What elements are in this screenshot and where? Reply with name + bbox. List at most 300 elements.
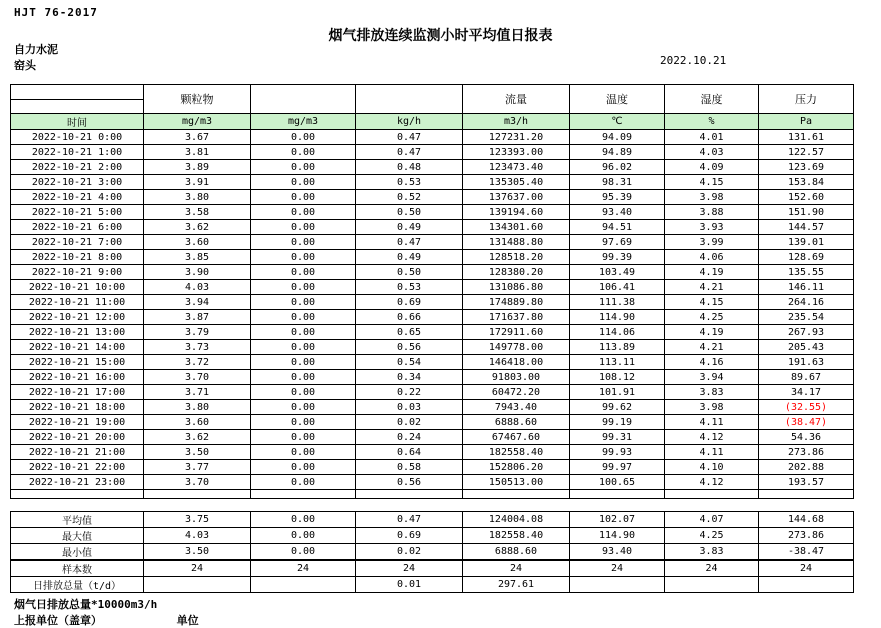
value-cell: 3.50 bbox=[144, 445, 251, 460]
value-cell: 3.77 bbox=[144, 460, 251, 475]
value-cell: 137637.00 bbox=[463, 190, 570, 205]
value-cell: 3.70 bbox=[144, 475, 251, 490]
value-cell: 113.89 bbox=[570, 340, 665, 355]
time-cell: 2022-10-21 9:00 bbox=[11, 265, 144, 280]
value-cell: 0.47 bbox=[356, 145, 463, 160]
value-cell: 0.00 bbox=[251, 340, 356, 355]
summary-value: 182558.40 bbox=[463, 528, 570, 544]
unit-header: mg/m3 bbox=[251, 114, 356, 130]
value-cell: 101.91 bbox=[570, 385, 665, 400]
value-cell: 0.56 bbox=[356, 340, 463, 355]
group-header: 温度 bbox=[570, 85, 665, 114]
summary-value: 102.07 bbox=[570, 512, 665, 528]
value-cell: 3.70 bbox=[144, 370, 251, 385]
value-cell: 103.49 bbox=[570, 265, 665, 280]
value-cell: 0.64 bbox=[356, 445, 463, 460]
value-cell: 191.63 bbox=[759, 355, 854, 370]
value-cell: 3.73 bbox=[144, 340, 251, 355]
spacer-cell bbox=[356, 490, 463, 499]
value-cell: 205.43 bbox=[759, 340, 854, 355]
value-cell: 0.00 bbox=[251, 160, 356, 175]
summary-value: -38.47 bbox=[759, 544, 854, 561]
value-cell: 0.47 bbox=[356, 235, 463, 250]
summary-value: 114.90 bbox=[570, 528, 665, 544]
value-cell: 235.54 bbox=[759, 310, 854, 325]
time-cell: 2022-10-21 14:00 bbox=[11, 340, 144, 355]
value-cell: 3.98 bbox=[665, 190, 759, 205]
value-cell: 0.00 bbox=[251, 355, 356, 370]
value-cell: 128380.20 bbox=[463, 265, 570, 280]
value-cell: 0.00 bbox=[251, 430, 356, 445]
unit-header: ℃ bbox=[570, 114, 665, 130]
summary-value: 4.25 bbox=[665, 528, 759, 544]
time-cell: 2022-10-21 23:00 bbox=[11, 475, 144, 490]
time-cell: 2022-10-21 6:00 bbox=[11, 220, 144, 235]
report-unit-label: 上报单位（盖章） bbox=[14, 614, 102, 627]
value-cell: 0.00 bbox=[251, 475, 356, 490]
value-cell: 0.22 bbox=[356, 385, 463, 400]
value-cell: 0.00 bbox=[251, 205, 356, 220]
value-cell: 95.39 bbox=[570, 190, 665, 205]
group-header-empty bbox=[356, 85, 463, 114]
value-cell: 106.41 bbox=[570, 280, 665, 295]
table-row bbox=[11, 145, 854, 160]
value-cell: 139194.60 bbox=[463, 205, 570, 220]
value-cell: 4.19 bbox=[665, 325, 759, 340]
value-cell: 54.36 bbox=[759, 430, 854, 445]
value-cell: 123393.00 bbox=[463, 145, 570, 160]
value-cell: 0.03 bbox=[356, 400, 463, 415]
summary-value: 6888.60 bbox=[463, 544, 570, 561]
value-cell: 60472.20 bbox=[463, 385, 570, 400]
summary-value: 4.03 bbox=[144, 528, 251, 544]
table-row bbox=[11, 355, 854, 370]
summary-value: 0.01 bbox=[356, 577, 463, 593]
table-row bbox=[11, 280, 854, 295]
value-cell: 3.91 bbox=[144, 175, 251, 190]
summary-value: 0.00 bbox=[251, 512, 356, 528]
flow-total-note: 烟气日排放总量*10000m3/h bbox=[14, 598, 158, 611]
table-row bbox=[11, 430, 854, 445]
value-cell: 174889.80 bbox=[463, 295, 570, 310]
monitor-point-name: 窑头 bbox=[14, 59, 36, 72]
table-row bbox=[11, 160, 854, 175]
value-cell: 149778.00 bbox=[463, 340, 570, 355]
value-cell: 97.69 bbox=[570, 235, 665, 250]
summary-value: 0.69 bbox=[356, 528, 463, 544]
table-row bbox=[11, 415, 854, 430]
value-cell: 0.00 bbox=[251, 415, 356, 430]
value-cell: 0.00 bbox=[251, 175, 356, 190]
table-row bbox=[11, 400, 854, 415]
time-cell: 2022-10-21 11:00 bbox=[11, 295, 144, 310]
summary-value: 0.00 bbox=[251, 544, 356, 561]
value-cell: 128518.20 bbox=[463, 250, 570, 265]
value-cell: 94.89 bbox=[570, 145, 665, 160]
group-header-empty bbox=[251, 85, 356, 114]
unit-header: Pa bbox=[759, 114, 854, 130]
value-cell: 98.31 bbox=[570, 175, 665, 190]
summary-row bbox=[11, 528, 854, 544]
value-cell: 67467.60 bbox=[463, 430, 570, 445]
value-cell: 114.90 bbox=[570, 310, 665, 325]
summary-value: 93.40 bbox=[570, 544, 665, 561]
summary-value: 0.00 bbox=[251, 528, 356, 544]
value-cell: 139.01 bbox=[759, 235, 854, 250]
value-cell: 4.25 bbox=[665, 310, 759, 325]
value-cell: 193.57 bbox=[759, 475, 854, 490]
value-cell: 0.00 bbox=[251, 385, 356, 400]
value-cell: 99.19 bbox=[570, 415, 665, 430]
time-cell: 2022-10-21 16:00 bbox=[11, 370, 144, 385]
time-column-header: 时间 bbox=[11, 114, 144, 130]
value-cell: 131488.80 bbox=[463, 235, 570, 250]
value-cell: 3.94 bbox=[144, 295, 251, 310]
summary-value: 273.86 bbox=[759, 528, 854, 544]
value-cell: (32.55) bbox=[759, 400, 854, 415]
value-cell: 4.21 bbox=[665, 340, 759, 355]
value-cell: 134301.60 bbox=[463, 220, 570, 235]
summary-value: 0.02 bbox=[356, 544, 463, 561]
table-row bbox=[11, 325, 854, 340]
value-cell: 94.09 bbox=[570, 130, 665, 145]
summary-value: 24 bbox=[144, 560, 251, 577]
value-cell: 3.60 bbox=[144, 235, 251, 250]
value-cell: 4.16 bbox=[665, 355, 759, 370]
unit-header: kg/h bbox=[356, 114, 463, 130]
table-row bbox=[11, 385, 854, 400]
table-row bbox=[11, 460, 854, 475]
summary-value: 3.75 bbox=[144, 512, 251, 528]
value-cell: 111.38 bbox=[570, 295, 665, 310]
value-cell: 34.17 bbox=[759, 385, 854, 400]
value-cell: 3.79 bbox=[144, 325, 251, 340]
value-cell: 0.53 bbox=[356, 280, 463, 295]
value-cell: 3.62 bbox=[144, 220, 251, 235]
time-cell: 2022-10-21 18:00 bbox=[11, 400, 144, 415]
value-cell: 172911.60 bbox=[463, 325, 570, 340]
value-cell: 0.50 bbox=[356, 205, 463, 220]
time-cell: 2022-10-21 3:00 bbox=[11, 175, 144, 190]
value-cell: 114.06 bbox=[570, 325, 665, 340]
value-cell: 146418.00 bbox=[463, 355, 570, 370]
summary-value: 24 bbox=[356, 560, 463, 577]
summary-value: 124004.08 bbox=[463, 512, 570, 528]
value-cell: 4.11 bbox=[665, 415, 759, 430]
summary-value: 24 bbox=[463, 560, 570, 577]
value-cell: 4.12 bbox=[665, 430, 759, 445]
value-cell: 3.80 bbox=[144, 400, 251, 415]
value-cell: 99.62 bbox=[570, 400, 665, 415]
time-cell: 2022-10-21 8:00 bbox=[11, 250, 144, 265]
table-row bbox=[11, 295, 854, 310]
value-cell: 151.90 bbox=[759, 205, 854, 220]
value-cell: 3.81 bbox=[144, 145, 251, 160]
value-cell: 4.15 bbox=[665, 175, 759, 190]
value-cell: 100.65 bbox=[570, 475, 665, 490]
value-cell: 0.00 bbox=[251, 370, 356, 385]
value-cell: 4.10 bbox=[665, 460, 759, 475]
value-cell: 267.93 bbox=[759, 325, 854, 340]
value-cell: 0.00 bbox=[251, 250, 356, 265]
value-cell: 123.69 bbox=[759, 160, 854, 175]
value-cell: (38.47) bbox=[759, 415, 854, 430]
time-header-bottom bbox=[11, 99, 144, 114]
summary-label: 最小值 bbox=[11, 544, 144, 561]
value-cell: 3.89 bbox=[144, 160, 251, 175]
value-cell: 152.60 bbox=[759, 190, 854, 205]
unit-header: m3/h bbox=[463, 114, 570, 130]
table-row bbox=[11, 250, 854, 265]
table-row bbox=[11, 445, 854, 460]
value-cell: 0.00 bbox=[251, 280, 356, 295]
summary-value: 24 bbox=[665, 560, 759, 577]
value-cell: 127231.20 bbox=[463, 130, 570, 145]
summary-value: 24 bbox=[251, 560, 356, 577]
value-cell: 3.90 bbox=[144, 265, 251, 280]
value-cell: 123473.40 bbox=[463, 160, 570, 175]
value-cell: 6888.60 bbox=[463, 415, 570, 430]
value-cell: 4.03 bbox=[665, 145, 759, 160]
value-cell: 4.15 bbox=[665, 295, 759, 310]
value-cell: 0.66 bbox=[356, 310, 463, 325]
footer-row bbox=[14, 612, 199, 628]
value-cell: 89.67 bbox=[759, 370, 854, 385]
value-cell: 273.86 bbox=[759, 445, 854, 460]
time-header-top bbox=[11, 85, 144, 100]
summary-label: 日排放总量（t/d） bbox=[11, 577, 144, 593]
value-cell: 0.00 bbox=[251, 130, 356, 145]
value-cell: 0.00 bbox=[251, 310, 356, 325]
table-row bbox=[11, 370, 854, 385]
value-cell: 144.57 bbox=[759, 220, 854, 235]
value-cell: 0.65 bbox=[356, 325, 463, 340]
time-cell: 2022-10-21 7:00 bbox=[11, 235, 144, 250]
table-head bbox=[11, 85, 854, 130]
value-cell: 0.02 bbox=[356, 415, 463, 430]
summary-value: 24 bbox=[570, 560, 665, 577]
value-cell: 135.55 bbox=[759, 265, 854, 280]
value-cell: 96.02 bbox=[570, 160, 665, 175]
group-header: 压力 bbox=[759, 85, 854, 114]
table-row bbox=[11, 130, 854, 145]
time-cell: 2022-10-21 2:00 bbox=[11, 160, 144, 175]
time-cell: 2022-10-21 0:00 bbox=[11, 130, 144, 145]
value-cell: 99.31 bbox=[570, 430, 665, 445]
time-cell: 2022-10-21 20:00 bbox=[11, 430, 144, 445]
value-cell: 0.00 bbox=[251, 400, 356, 415]
value-cell: 4.12 bbox=[665, 475, 759, 490]
value-cell: 0.54 bbox=[356, 355, 463, 370]
value-cell: 3.67 bbox=[144, 130, 251, 145]
unit-header: % bbox=[665, 114, 759, 130]
value-cell: 3.72 bbox=[144, 355, 251, 370]
time-cell: 2022-10-21 5:00 bbox=[11, 205, 144, 220]
unit-header: mg/m3 bbox=[144, 114, 251, 130]
value-cell: 146.11 bbox=[759, 280, 854, 295]
summary-table bbox=[10, 511, 854, 593]
value-cell: 135305.40 bbox=[463, 175, 570, 190]
value-cell: 0.00 bbox=[251, 265, 356, 280]
value-cell: 0.56 bbox=[356, 475, 463, 490]
value-cell: 3.71 bbox=[144, 385, 251, 400]
summary-label: 样本数 bbox=[11, 560, 144, 577]
report-date: 2022.10.21 bbox=[660, 54, 727, 67]
value-cell: 3.94 bbox=[665, 370, 759, 385]
value-cell: 202.88 bbox=[759, 460, 854, 475]
value-cell: 3.85 bbox=[144, 250, 251, 265]
value-cell: 4.03 bbox=[144, 280, 251, 295]
value-cell: 0.34 bbox=[356, 370, 463, 385]
value-cell: 152806.20 bbox=[463, 460, 570, 475]
spacer-cell bbox=[570, 490, 665, 499]
spacer-cell bbox=[463, 490, 570, 499]
value-cell: 0.00 bbox=[251, 145, 356, 160]
summary-row bbox=[11, 544, 854, 561]
value-cell: 3.58 bbox=[144, 205, 251, 220]
summary-value: 297.61 bbox=[463, 577, 570, 593]
value-cell: 4.01 bbox=[665, 130, 759, 145]
spacer-row bbox=[11, 490, 854, 499]
value-cell: 128.69 bbox=[759, 250, 854, 265]
time-cell: 2022-10-21 19:00 bbox=[11, 415, 144, 430]
summary-value: 3.83 bbox=[665, 544, 759, 561]
table-row bbox=[11, 475, 854, 490]
summary-label: 最大值 bbox=[11, 528, 144, 544]
value-cell: 4.19 bbox=[665, 265, 759, 280]
value-cell: 0.58 bbox=[356, 460, 463, 475]
value-cell: 4.21 bbox=[665, 280, 759, 295]
time-cell: 2022-10-21 1:00 bbox=[11, 145, 144, 160]
value-cell: 0.50 bbox=[356, 265, 463, 280]
value-cell: 108.12 bbox=[570, 370, 665, 385]
value-cell: 3.80 bbox=[144, 190, 251, 205]
time-cell: 2022-10-21 10:00 bbox=[11, 280, 144, 295]
summary-value bbox=[144, 577, 251, 593]
time-cell: 2022-10-21 13:00 bbox=[11, 325, 144, 340]
spacer-cell bbox=[665, 490, 759, 499]
summary-label: 平均值 bbox=[11, 512, 144, 528]
value-cell: 0.00 bbox=[251, 220, 356, 235]
summary-value: 4.07 bbox=[665, 512, 759, 528]
time-cell: 2022-10-21 15:00 bbox=[11, 355, 144, 370]
value-cell: 3.99 bbox=[665, 235, 759, 250]
summary-body bbox=[11, 512, 854, 593]
value-cell: 153.84 bbox=[759, 175, 854, 190]
summary-value: 0.47 bbox=[356, 512, 463, 528]
value-cell: 264.16 bbox=[759, 295, 854, 310]
value-cell: 3.98 bbox=[665, 400, 759, 415]
time-cell: 2022-10-21 21:00 bbox=[11, 445, 144, 460]
spacer-cell bbox=[251, 490, 356, 499]
report-table bbox=[10, 84, 854, 499]
table-row bbox=[11, 220, 854, 235]
value-cell: 3.93 bbox=[665, 220, 759, 235]
value-cell: 0.24 bbox=[356, 430, 463, 445]
value-cell: 0.49 bbox=[356, 220, 463, 235]
value-cell: 0.00 bbox=[251, 295, 356, 310]
unit-label: 单位 bbox=[176, 614, 199, 627]
value-cell: 99.39 bbox=[570, 250, 665, 265]
spacer-cell bbox=[11, 490, 144, 499]
summary-value: 3.50 bbox=[144, 544, 251, 561]
summary-row bbox=[11, 560, 854, 577]
time-cell: 2022-10-21 4:00 bbox=[11, 190, 144, 205]
value-cell: 3.83 bbox=[665, 385, 759, 400]
group-header: 湿度 bbox=[665, 85, 759, 114]
value-cell: 171637.80 bbox=[463, 310, 570, 325]
summary-value bbox=[570, 577, 665, 593]
value-cell: 99.97 bbox=[570, 460, 665, 475]
company-name: 自力水泥 bbox=[14, 43, 58, 56]
report-title: 烟气排放连续监测小时平均值日报表 bbox=[328, 28, 553, 44]
summary-row bbox=[11, 577, 854, 593]
value-cell: 0.47 bbox=[356, 130, 463, 145]
value-cell: 7943.40 bbox=[463, 400, 570, 415]
value-cell: 4.06 bbox=[665, 250, 759, 265]
table-row bbox=[11, 190, 854, 205]
group-header: 颗粒物 bbox=[144, 85, 251, 114]
value-cell: 3.88 bbox=[665, 205, 759, 220]
table-row bbox=[11, 265, 854, 280]
summary-value: 144.68 bbox=[759, 512, 854, 528]
value-cell: 0.00 bbox=[251, 190, 356, 205]
spacer-cell bbox=[759, 490, 854, 499]
table-row bbox=[11, 205, 854, 220]
table-row bbox=[11, 175, 854, 190]
summary-row bbox=[11, 512, 854, 528]
value-cell: 0.00 bbox=[251, 460, 356, 475]
time-cell: 2022-10-21 17:00 bbox=[11, 385, 144, 400]
group-header: 流量 bbox=[463, 85, 570, 114]
summary-value: 24 bbox=[759, 560, 854, 577]
value-cell: 0.48 bbox=[356, 160, 463, 175]
summary-value bbox=[665, 577, 759, 593]
value-cell: 93.40 bbox=[570, 205, 665, 220]
value-cell: 3.62 bbox=[144, 430, 251, 445]
value-cell: 0.52 bbox=[356, 190, 463, 205]
table-row bbox=[11, 310, 854, 325]
time-cell: 2022-10-21 12:00 bbox=[11, 310, 144, 325]
value-cell: 122.57 bbox=[759, 145, 854, 160]
value-cell: 0.00 bbox=[251, 325, 356, 340]
value-cell: 99.93 bbox=[570, 445, 665, 460]
value-cell: 3.60 bbox=[144, 415, 251, 430]
value-cell: 4.11 bbox=[665, 445, 759, 460]
value-cell: 150513.00 bbox=[463, 475, 570, 490]
table-row bbox=[11, 340, 854, 355]
value-cell: 0.00 bbox=[251, 235, 356, 250]
spacer-cell bbox=[144, 490, 251, 499]
value-cell: 131.61 bbox=[759, 130, 854, 145]
value-cell: 0.53 bbox=[356, 175, 463, 190]
summary-value bbox=[759, 577, 854, 593]
value-cell: 0.49 bbox=[356, 250, 463, 265]
standard-code: HJT 76-2017 bbox=[14, 6, 98, 19]
value-cell: 131086.80 bbox=[463, 280, 570, 295]
value-cell: 113.11 bbox=[570, 355, 665, 370]
table-row bbox=[11, 235, 854, 250]
value-cell: 3.87 bbox=[144, 310, 251, 325]
value-cell: 182558.40 bbox=[463, 445, 570, 460]
summary-value bbox=[251, 577, 356, 593]
value-cell: 91803.00 bbox=[463, 370, 570, 385]
table-body bbox=[11, 130, 854, 499]
time-cell: 2022-10-21 22:00 bbox=[11, 460, 144, 475]
value-cell: 94.51 bbox=[570, 220, 665, 235]
value-cell: 4.09 bbox=[665, 160, 759, 175]
value-cell: 0.00 bbox=[251, 445, 356, 460]
